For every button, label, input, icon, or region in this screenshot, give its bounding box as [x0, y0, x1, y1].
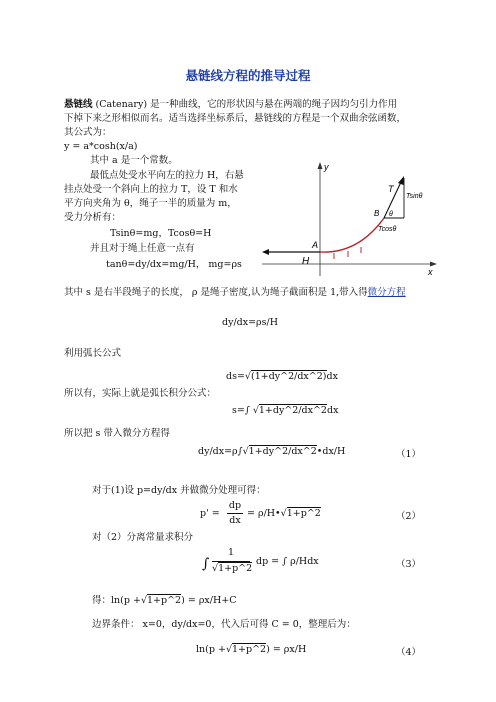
point-b-label: B: [374, 209, 380, 218]
equation-ds-root: (1+dy^2/dx^2): [250, 371, 327, 382]
equation-ds-right: dx: [326, 371, 338, 382]
equation-2-left: p' =: [200, 508, 220, 519]
equation-3-integral: ∫: [202, 556, 210, 572]
equation-3-right: dp = ∫ ρ/Hdx: [256, 556, 319, 567]
equation-2-frac-bar: [227, 513, 243, 514]
equation-4: ln(p +√1+p^2) = ρx/H: [196, 644, 307, 655]
separate-integrate: 对（2）分离常量求积分: [92, 532, 194, 543]
equation-4-left: ln(p +: [196, 644, 226, 655]
boundary-conditions: 边界条件： x=0，dy/dx=0，代入后可得 C = 0，整理后为：: [92, 619, 356, 630]
equation-ln-right: ) = ρx/H+C: [181, 595, 237, 606]
catenary-formula: y = a*cosh(x/a): [64, 141, 138, 152]
equation-2-number: （2）: [396, 511, 422, 522]
equation-2: [200, 508, 220, 519]
equation-3-denominator: √1+p^2: [212, 563, 253, 574]
equation-2-mid: = ρ/H•: [247, 508, 281, 519]
equation-ln: 得：ln(p +√1+p^2) = ρx/H+C: [92, 595, 237, 606]
equation-ln-left: ln(p +: [111, 595, 141, 606]
theta-label: θ: [389, 211, 393, 218]
force-equations: Tsinθ=mg，Tcosθ=H: [110, 228, 212, 239]
equation-2-root: 1+p^2: [286, 508, 321, 519]
equation-s: s=∫ √1+dy^2/dx^2dx: [232, 405, 339, 416]
y-axis-label: y: [324, 162, 329, 172]
equation-4-right: ) = ρx/H: [266, 644, 307, 655]
equation-1-root: 1+dy^2/dx^2: [248, 446, 317, 457]
x-axis-label: x: [428, 267, 433, 277]
term-catenary: 悬链线: [64, 99, 93, 110]
equation-3-numerator: 1: [227, 547, 235, 558]
s-definition: [64, 286, 406, 300]
equation-3-number: （3）: [396, 559, 422, 570]
equation-4-number: （4）: [396, 647, 422, 658]
page-title: 悬链线方程的推导过程: [185, 68, 311, 83]
intro-line-1-rest: 是一种曲线，它的形状因与悬在两端的绳子因均匀引力作用: [150, 99, 398, 110]
intro-line-1: [64, 98, 397, 112]
force-line-3: 平方向夹角为 θ，绳子一半的质量为 m，: [64, 198, 237, 209]
equation-s-root: 1+dy^2/dx^2: [258, 405, 327, 416]
differential-equation-link[interactable]: 微分方程: [367, 287, 406, 298]
point-a-label: A: [312, 240, 319, 250]
equation-1: dy/dx=ρ∫√1+dy^2/dx^2•dx/H: [198, 446, 346, 457]
term-english: (Catenary): [95, 99, 148, 110]
equation-s-right: dx: [326, 405, 339, 416]
equation-ln-root: 1+p^2: [147, 595, 182, 606]
equation-2-frac-den: dx: [229, 515, 241, 526]
t-label: T: [388, 184, 394, 194]
tan-equation: tanθ=dy/dx=mg/H， mg=ρs: [106, 259, 242, 270]
equation-ds-left: ds=: [226, 371, 245, 382]
equation-dy-dx: dy/dx=ρs/H: [222, 317, 278, 328]
s-definition-text: 其中 s 是右半段绳子的长度， ρ 是绳子密度,认为绳子截面积是 1,带入得: [64, 287, 368, 298]
equation-1-left: dy/dx=ρ∫: [198, 446, 243, 457]
arc-integral-intro: 所以有，实际上就是弧长积分公式：: [64, 388, 217, 399]
equation-4-root: 1+p^2: [232, 644, 267, 655]
equation-2-right: = ρ/H•√1+p^2: [247, 508, 321, 519]
tsin-label: Tsinθ: [406, 193, 423, 200]
substitution-p: 对于(1)设 p=dy/dx 并做微分处理可得：: [92, 485, 266, 496]
equation-2-frac-num: dp: [228, 500, 242, 511]
force-line-2: 挂点处受一个斜向上的拉力 T，设 T 和水: [64, 184, 238, 195]
t-force-arrowhead: [398, 176, 404, 185]
arc-length-intro: 利用弧长公式: [64, 348, 122, 359]
equation-ds: ds=√(1+dy^2/dx^2)dx: [226, 371, 338, 382]
equation-s-left: s=∫: [232, 405, 250, 416]
catenary-figure: [258, 158, 438, 280]
intro-line-2: 下掉下来之形相似而名。适当选择坐标系后，悬链线的方程是一个双曲余弦函数，: [64, 113, 407, 124]
h-label: H: [302, 256, 310, 267]
h-force-arrowhead: [262, 249, 269, 255]
constant-note: 其中 a 是一个常数。: [90, 155, 178, 166]
intro-line-3: 其公式为：: [64, 127, 112, 138]
force-line-4: 受力分析有：: [64, 212, 122, 223]
tcos-label: Tcosθ: [378, 226, 397, 233]
result-label: 得：: [92, 595, 112, 606]
catenary-curve: [320, 218, 384, 252]
any-point-note: 并且对于绳上任意一点有: [90, 243, 195, 254]
y-axis-arrow: [318, 162, 323, 169]
equation-3-root: 1+p^2: [218, 563, 253, 574]
equation-1-number: （1）: [396, 449, 422, 460]
equation-1-right: •dx/H: [316, 446, 346, 457]
substitute-s: 所以把 s 带入微分方程得: [64, 428, 170, 439]
x-axis-arrow: [430, 262, 437, 267]
force-line-1: 最低点处受水平向左的拉力 H，右悬: [90, 170, 244, 181]
